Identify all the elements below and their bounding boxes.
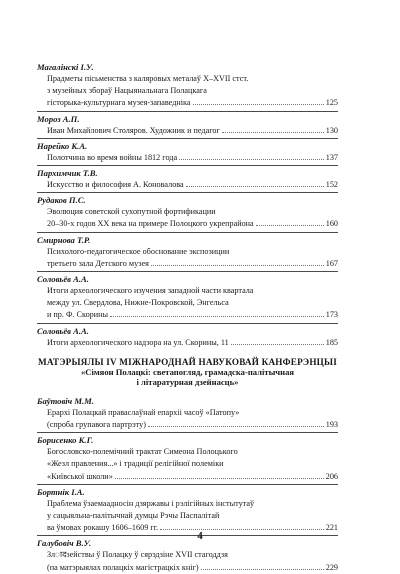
toc-title-line: Итоги археологического изучения западной части квартала bbox=[47, 286, 254, 296]
toc-title-line bbox=[47, 419, 338, 431]
toc-page-number: 206 bbox=[325, 471, 338, 481]
toc-title-line bbox=[47, 179, 338, 191]
toc-title-line bbox=[47, 309, 338, 321]
toc-entry bbox=[37, 484, 338, 535]
toc-title bbox=[37, 446, 338, 483]
toc-title-text: Иван Михайлович Столяров. Художник и педагог bbox=[47, 125, 220, 135]
toc-title bbox=[37, 179, 338, 191]
contents-list bbox=[37, 393, 338, 574]
toc-title-line: «Жезл правления...» і традиції релігійної полеміки bbox=[47, 459, 224, 469]
section-subtitle-line-2: і літаратурная дзейнасць» bbox=[136, 376, 239, 387]
toc-title bbox=[37, 152, 338, 164]
toc-entry bbox=[37, 165, 338, 191]
toc-title-line bbox=[47, 97, 338, 109]
toc-title bbox=[37, 285, 338, 322]
dot-leader bbox=[201, 568, 324, 570]
toc-title bbox=[37, 549, 338, 573]
dot-leader bbox=[193, 103, 324, 105]
toc-page-number: 160 bbox=[325, 219, 338, 229]
toc-author: Мороз А.П. bbox=[37, 111, 338, 125]
dot-leader bbox=[179, 158, 324, 160]
toc-title-text: ва ўмовах рокашу 1606–1609 гг. bbox=[47, 523, 159, 533]
toc-title-text: Полотчина во время войны 1812 года bbox=[47, 152, 178, 162]
toc-title-line bbox=[47, 337, 338, 349]
toc-title-line bbox=[47, 152, 338, 164]
dot-leader bbox=[231, 343, 324, 345]
toc-page-number: 221 bbox=[325, 523, 338, 533]
toc-title-text: Итоги археологического надзора на ул. Скорины, 11 bbox=[47, 337, 229, 347]
page-number: 4 bbox=[197, 530, 203, 542]
toc-page-number: 137 bbox=[325, 152, 338, 162]
toc-page-number: 173 bbox=[325, 310, 338, 320]
toc-title-line: Ерархі Полацкай праваслаўнай епархіі часоў «Патопу» bbox=[47, 407, 240, 417]
toc-title bbox=[37, 498, 338, 535]
toc-title-line: Злादзействы ў Полацку ў сярэдзіне XVII стагоддзя bbox=[47, 550, 228, 560]
toc-page-number: 152 bbox=[325, 180, 338, 190]
toc-author: Смирнова Т.Р. bbox=[37, 232, 338, 246]
toc-title-text: гісторыка-культурнага музея-запаведніка bbox=[47, 98, 191, 108]
toc-entry bbox=[37, 192, 338, 230]
toc-title-line: з музейных збораў Нацыянальнага Полацкага bbox=[47, 86, 207, 96]
toc-page-number: 229 bbox=[325, 562, 338, 572]
toc-title-line bbox=[47, 562, 338, 574]
toc-title-text: Искусство и философия А. Коновалова bbox=[47, 180, 184, 190]
toc-title-text: третьего зала Детского музея bbox=[47, 258, 149, 268]
contents-list bbox=[37, 59, 338, 349]
toc-title bbox=[37, 206, 338, 230]
toc-title-line: Эволюция советской сухопутной фортификации bbox=[47, 207, 216, 217]
toc-title-line bbox=[47, 218, 338, 230]
toc-title-line: Прадметы пісьменства з каляровых металаў X–XVII стст. bbox=[47, 74, 249, 83]
toc-author: Пархимчик Т.В. bbox=[37, 165, 338, 179]
toc-title-line bbox=[47, 471, 338, 483]
toc-page-number: 125 bbox=[325, 98, 338, 108]
toc-author: Магалінскі І.У. bbox=[37, 62, 94, 72]
dot-leader bbox=[151, 264, 324, 266]
toc-page-number: 193 bbox=[325, 420, 338, 430]
toc-title-line: Психолого-педагогическое обоснование экспозиции bbox=[47, 246, 230, 256]
toc-author: Борисенко К.Г. bbox=[37, 432, 338, 446]
section-title: МАТЭРЫЯЛЫ IV МІЖНАРОДНАЙ НАВУКОВАЙ КАНФЕРЭНЦЫІ bbox=[37, 356, 338, 367]
toc-title-text: (па матэрыялах полацкіх магістрацкіх кніг) bbox=[47, 562, 199, 572]
section-subtitle-line-1: «Сімяон Полацкі: светапогляд, грамадска-палітычная bbox=[80, 366, 295, 377]
toc-author: Соловьёв А.А. bbox=[37, 323, 338, 337]
toc-entry bbox=[37, 323, 338, 349]
dot-leader bbox=[222, 131, 324, 133]
toc-page-number: 167 bbox=[325, 258, 338, 268]
toc-title bbox=[37, 73, 338, 110]
dot-leader bbox=[256, 224, 324, 226]
toc-author: Галубовіч В.У. bbox=[37, 535, 338, 549]
toc-author: Нарейко К.А. bbox=[37, 138, 338, 152]
toc-author: Баўтовіч М.М. bbox=[37, 395, 94, 406]
toc-title-text: и пр. Ф. Скорины bbox=[47, 310, 109, 320]
toc-title-line bbox=[47, 125, 338, 137]
toc-entry bbox=[37, 59, 338, 110]
toc-entry bbox=[37, 232, 338, 270]
toc-title-text: «Київської школи» bbox=[47, 471, 113, 481]
toc-entry bbox=[37, 138, 338, 164]
toc-entry bbox=[37, 393, 338, 431]
toc-title-line: между ул. Свердлова, Нижне-Покровской, Энгельса bbox=[47, 298, 229, 308]
section-heading bbox=[37, 357, 338, 387]
toc-title-text: 20–30-х годов XX века на примере Полоцкого укрепрайона bbox=[47, 219, 254, 229]
toc-title-line: у сацыяльна-палітычнай думцы Рэчы Паспалітай bbox=[47, 511, 220, 521]
toc-title-line: Праблема ўзаемаадносін дзяржавы і рэлігійных інстытутаў bbox=[47, 498, 255, 508]
toc-title-line: Богословско-полемічний трактат Симеона Полоцького bbox=[47, 447, 238, 457]
toc-page-number: 185 bbox=[325, 337, 338, 347]
table-of-contents bbox=[37, 58, 338, 574]
toc-author: Рудаков П.С. bbox=[37, 192, 338, 206]
dot-leader bbox=[115, 477, 324, 479]
toc-title bbox=[37, 125, 338, 137]
toc-entry bbox=[37, 111, 338, 137]
toc-page-number: 130 bbox=[325, 125, 338, 135]
toc-title bbox=[37, 337, 338, 349]
dot-leader bbox=[148, 425, 324, 427]
toc-title bbox=[37, 246, 338, 270]
dot-leader bbox=[110, 315, 324, 317]
toc-title bbox=[37, 407, 338, 431]
toc-title-text: (спроба групавога партрэту) bbox=[47, 420, 146, 430]
toc-entry bbox=[37, 432, 338, 483]
toc-entry bbox=[37, 271, 338, 322]
dot-leader bbox=[186, 185, 324, 187]
toc-author: Бортнік I.A. bbox=[37, 484, 338, 498]
toc-title-line bbox=[47, 258, 338, 270]
toc-author: Соловьёв А.А. bbox=[37, 271, 338, 285]
